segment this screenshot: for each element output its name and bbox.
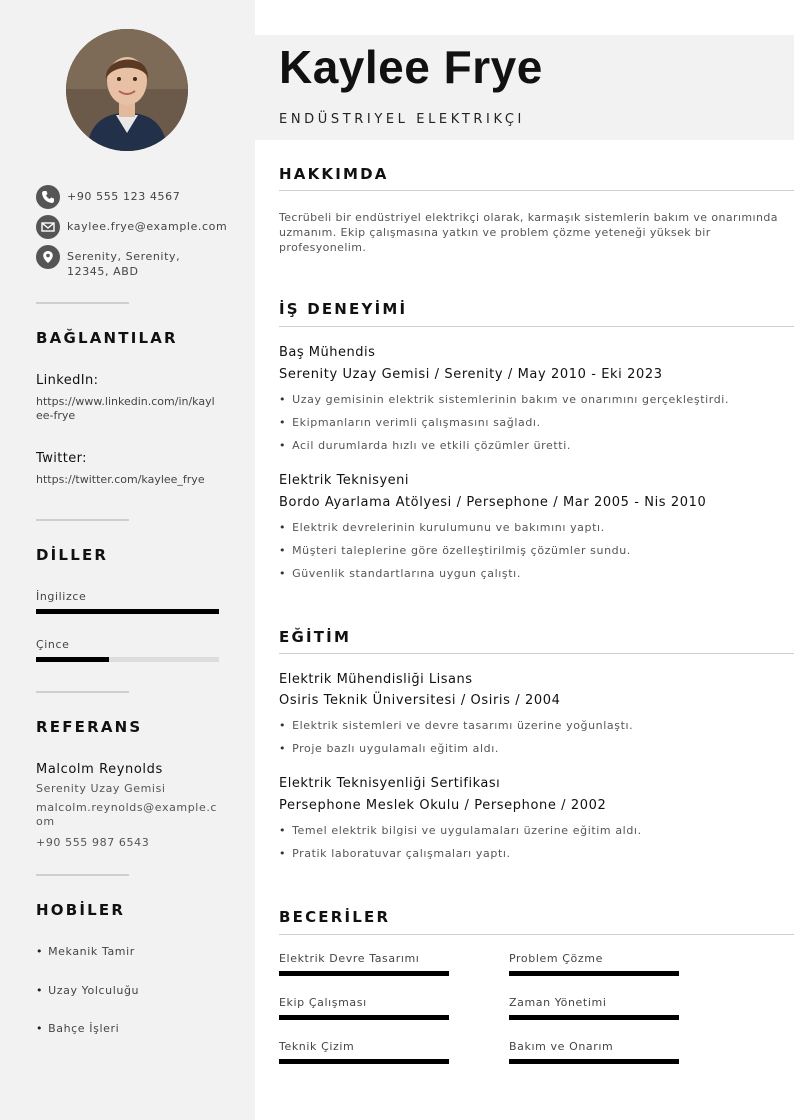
job-bullet-text: Uzay gemisinin elektrik sistemlerinin bakım ve onarımını gerçekleştirdi. xyxy=(292,393,730,406)
job-bullet: • Müşteri taleplerine göre özelleştirilmiş çözümler sundu. xyxy=(279,544,631,557)
skill-name: Teknik Çizim xyxy=(279,1040,355,1053)
job-bullet: • Acil durumlarda hızlı ve etkili çözümler üretti. xyxy=(279,439,571,452)
job-role: Elektrik Teknisyeni xyxy=(279,473,409,488)
address-text: Serenity, Serenity, 12345, ABD xyxy=(67,250,181,278)
job-bullet-text: Acil durumlarda hızlı ve etkili çözümler üretti. xyxy=(292,439,571,452)
language-level-bar xyxy=(36,609,219,614)
skill-name: Problem Çözme xyxy=(509,952,603,965)
job-role: Baş Mühendis xyxy=(279,345,376,360)
skill-level-bar xyxy=(509,971,679,976)
job-bullet-text: Güvenlik standartlarına uygun çalıştı. xyxy=(292,567,521,580)
job-bullet: • Ekipmanların verimli çalışmasını sağladı. xyxy=(279,416,541,429)
reference-email[interactable]: malcolm.reynolds@example.com xyxy=(36,801,218,828)
job-title: ENDÜSTRIYEL ELEKTRIKÇI xyxy=(279,112,525,127)
job-org: Serenity Uzay Gemisi / Serenity / May 2010 - Eki 2023 xyxy=(279,367,663,382)
hobby-label: Mekanik Tamir xyxy=(48,945,135,958)
skill-name: Zaman Yönetimi xyxy=(509,996,607,1009)
skill-level-fill xyxy=(509,1059,679,1064)
job-bullet-text: Müşteri taleplerine göre özelleştirilmiş çözümler sundu. xyxy=(292,544,631,557)
job-org: Bordo Ayarlama Atölyesi / Persephone / Mar 2005 - Nis 2010 xyxy=(279,495,707,510)
skill-level-fill xyxy=(279,1015,449,1020)
language-name: İngilizce xyxy=(36,590,87,603)
education-bullet: • Temel elektrik bilgisi ve uygulamaları üzerine eğitim aldı. xyxy=(279,824,642,837)
candidate-name: Kaylee Frye xyxy=(279,41,543,93)
section-rule xyxy=(279,190,794,191)
reference-name: Malcolm Reynolds xyxy=(36,762,163,777)
reference-heading: REFERANS xyxy=(36,718,143,736)
reference-company: Serenity Uzay Gemisi xyxy=(36,782,166,795)
skill-level-bar xyxy=(279,971,449,976)
education-degree: Elektrik Mühendisliği Lisans xyxy=(279,672,473,687)
skill-level-bar xyxy=(509,1059,679,1064)
location-icon xyxy=(36,245,60,269)
skill-level-bar xyxy=(279,1015,449,1020)
hobby-label: Uzay Yolculuğu xyxy=(48,984,140,997)
section-rule xyxy=(279,653,794,654)
contact-email xyxy=(36,215,228,239)
phone-text: +90 555 123 4567 xyxy=(67,190,181,203)
skill-name: Bakım ve Onarım xyxy=(509,1040,614,1053)
phone-icon xyxy=(36,185,60,209)
hobby-item: • Uzay Yolculuğu xyxy=(36,984,140,997)
job-bullet: • Elektrik devrelerinin kurulumunu ve bakımını yaptı. xyxy=(279,521,605,534)
education-degree: Elektrik Teknisyenliği Sertifikası xyxy=(279,776,501,791)
hobby-item: • Mekanik Tamir xyxy=(36,945,135,958)
skill-level-fill xyxy=(509,1015,679,1020)
job-bullet-text: Ekipmanların verimli çalışmasını sağladı. xyxy=(292,416,541,429)
sidebar-divider xyxy=(36,874,129,876)
linkedin-label: LinkedIn: xyxy=(36,373,99,388)
skills-heading: BECERİLER xyxy=(279,908,391,926)
contact-phone xyxy=(36,185,217,209)
languages-heading: DİLLER xyxy=(36,546,109,564)
hobby-item: • Bahçe İşleri xyxy=(36,1022,120,1035)
email-text: kaylee.frye@example.com xyxy=(67,220,228,233)
section-rule xyxy=(279,326,794,327)
skill-level-bar xyxy=(279,1059,449,1064)
skill-level-fill xyxy=(279,971,449,976)
hobby-label: Bahçe İşleri xyxy=(48,1022,120,1035)
links-heading: BAĞLANTILAR xyxy=(36,329,178,347)
job-bullet: • Güvenlik standartlarına uygun çalıştı. xyxy=(279,567,521,580)
reference-phone: +90 555 987 6543 xyxy=(36,836,150,849)
twitter-link[interactable]: https://twitter.com/kaylee_frye xyxy=(36,473,205,486)
education-bullet-text: Proje bazlı uygulamalı eğitim aldı. xyxy=(292,742,499,755)
linkedin-link[interactable]: https://www.linkedin.com/in/kaylee-frye xyxy=(36,395,215,422)
skill-name: Elektrik Devre Tasarımı xyxy=(279,952,420,965)
job-bullet: • Uzay gemisinin elektrik sistemlerinin bakım ve onarımını gerçekleştirdi. xyxy=(279,393,730,406)
job-bullet-text: Elektrik devrelerinin kurulumunu ve bakımını yaptı. xyxy=(292,521,605,534)
skill-level-fill xyxy=(509,971,679,976)
education-bullet-text: Temel elektrik bilgisi ve uygulamaları üzerine eğitim aldı. xyxy=(292,824,642,837)
education-bullet: • Pratik laboratuvar çalışmaları yaptı. xyxy=(279,847,511,860)
section-rule xyxy=(279,934,794,935)
twitter-label: Twitter: xyxy=(36,451,87,466)
education-bullet: • Elektrik sistemleri ve devre tasarımı üzerine yoğunlaştı. xyxy=(279,719,634,732)
skill-name: Ekip Çalışması xyxy=(279,996,367,1009)
profile-photo xyxy=(66,29,188,151)
hobbies-heading: HOBİLER xyxy=(36,901,126,919)
experience-heading: İŞ DENEYİMİ xyxy=(279,300,408,318)
sidebar-divider xyxy=(36,302,129,304)
about-heading: HAKKIMDA xyxy=(279,165,389,183)
contact-address xyxy=(36,245,217,279)
skill-level-fill xyxy=(279,1059,449,1064)
education-bullet: • Proje bazlı uygulamalı eğitim aldı. xyxy=(279,742,499,755)
language-level-fill xyxy=(36,657,109,662)
mail-icon xyxy=(36,215,60,239)
education-bullet-text: Elektrik sistemleri ve devre tasarımı üzerine yoğunlaştı. xyxy=(292,719,634,732)
sidebar-divider xyxy=(36,519,129,521)
language-name: Çince xyxy=(36,638,70,651)
language-level-bar xyxy=(36,657,219,662)
education-school: Osiris Teknik Üniversitesi / Osiris / 2004 xyxy=(279,693,561,708)
skill-level-bar xyxy=(509,1015,679,1020)
sidebar-divider xyxy=(36,691,129,693)
about-text: Tecrübeli bir endüstriyel elektrikçi olarak, karmaşık sistemlerin bakım ve onarımında uzmanım. Ekip çalışmasına yatkın ve problem çözme yeteneği yüksek bir profesyonelim. xyxy=(279,211,778,254)
language-level-fill xyxy=(36,609,219,614)
education-school: Persephone Meslek Okulu / Persephone / 2002 xyxy=(279,798,607,813)
education-heading: EĞİTİM xyxy=(279,628,352,646)
education-bullet-text: Pratik laboratuvar çalışmaları yaptı. xyxy=(292,847,511,860)
